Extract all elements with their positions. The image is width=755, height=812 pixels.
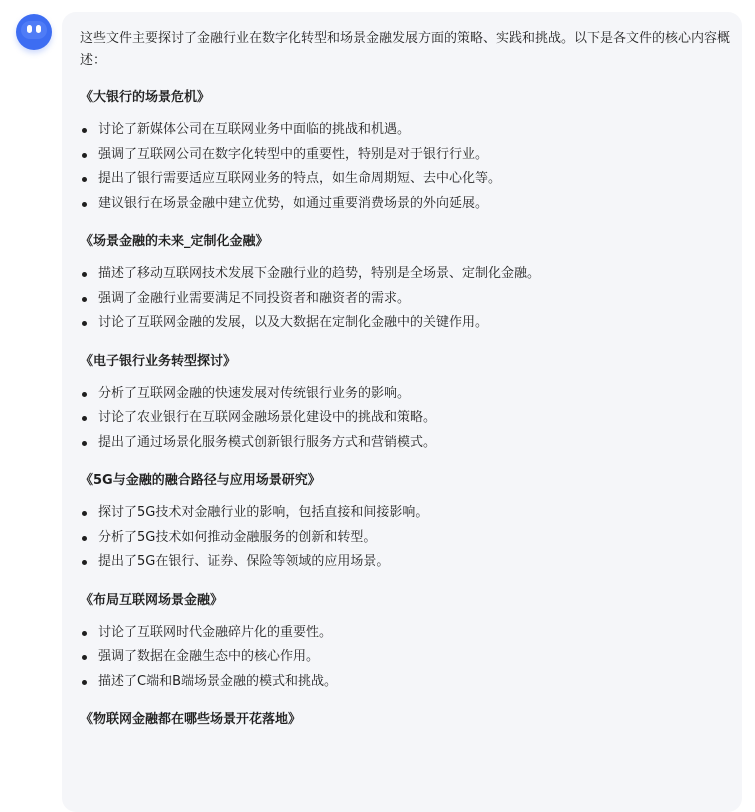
list-item: 讨论了互联网金融的发展，以及大数据在定制化金融中的关键作用。 [80, 311, 730, 336]
bullet-list [80, 621, 730, 695]
list-item: 描述了移动互联网技术发展下金融行业的趋势，特别是全场景、定制化金融。 [80, 262, 730, 287]
list-item: 提出了通过场景化服务模式创新银行服务方式和营销模式。 [80, 431, 730, 456]
section-title: 《电子银行业务转型探讨》 [80, 353, 237, 369]
list-item: 分析了互联网金融的快速发展对传统银行业务的影响。 [80, 382, 730, 407]
bullet-list [80, 118, 730, 216]
list-item: 建议银行在场景金融中建立优势，如通过重要消费场景的外向延展。 [80, 192, 730, 217]
list-item: 提出了银行需要适应互联网业务的特点，如生命周期短、去中心化等。 [80, 167, 730, 192]
list-item: 讨论了新媒体公司在互联网业务中面临的挑战和机遇。 [80, 118, 730, 143]
avatar-right-eye [36, 25, 41, 33]
message-intro: 这些文件主要探讨了金融行业在数字化转型和场景金融发展方面的策略、实践和挑战。以下是各文件的核心内容概述： [80, 31, 731, 68]
section-title: 《布局互联网场景金融》 [80, 592, 224, 608]
list-item: 强调了互联网公司在数字化转型中的重要性，特别是对于银行行业。 [80, 143, 730, 168]
list-item: 讨论了农业银行在互联网金融场景化建设中的挑战和策略。 [80, 406, 730, 431]
avatar-left-eye [27, 25, 32, 33]
list-item: 提出了5G在银行、证券、保险等领域的应用场景。 [80, 550, 730, 575]
list-item: 分析了5G技术如何推动金融服务的创新和转型。 [80, 526, 730, 551]
section-title: 《大银行的场景危机》 [80, 90, 211, 105]
bullet-list [80, 262, 730, 336]
list-item: 强调了金融行业需要满足不同投资者和融资者的需求。 [80, 287, 730, 312]
section-title: 《5G与金融的融合路径与应用场景研究》 [80, 473, 321, 488]
bullet-list [80, 501, 730, 575]
list-item: 强调了数据在金融生态中的核心作用。 [80, 645, 730, 670]
list-item: 描述了C端和B端场景金融的模式和挑战。 [80, 670, 730, 695]
robot-assistant-icon [21, 21, 47, 39]
list-item: 讨论了互联网时代金融碎片化的重要性。 [80, 621, 730, 646]
list-item: 探讨了5G技术对金融行业的影响，包括直接和间接影响。 [80, 501, 730, 526]
assistant-avatar [16, 14, 52, 50]
section-title: 《场景金融的未来_定制化金融》 [80, 234, 269, 249]
bullet-list [80, 382, 730, 456]
message-content [80, 28, 730, 730]
section-title: 《物联网金融都在哪些场景开花落地》 [80, 712, 302, 727]
